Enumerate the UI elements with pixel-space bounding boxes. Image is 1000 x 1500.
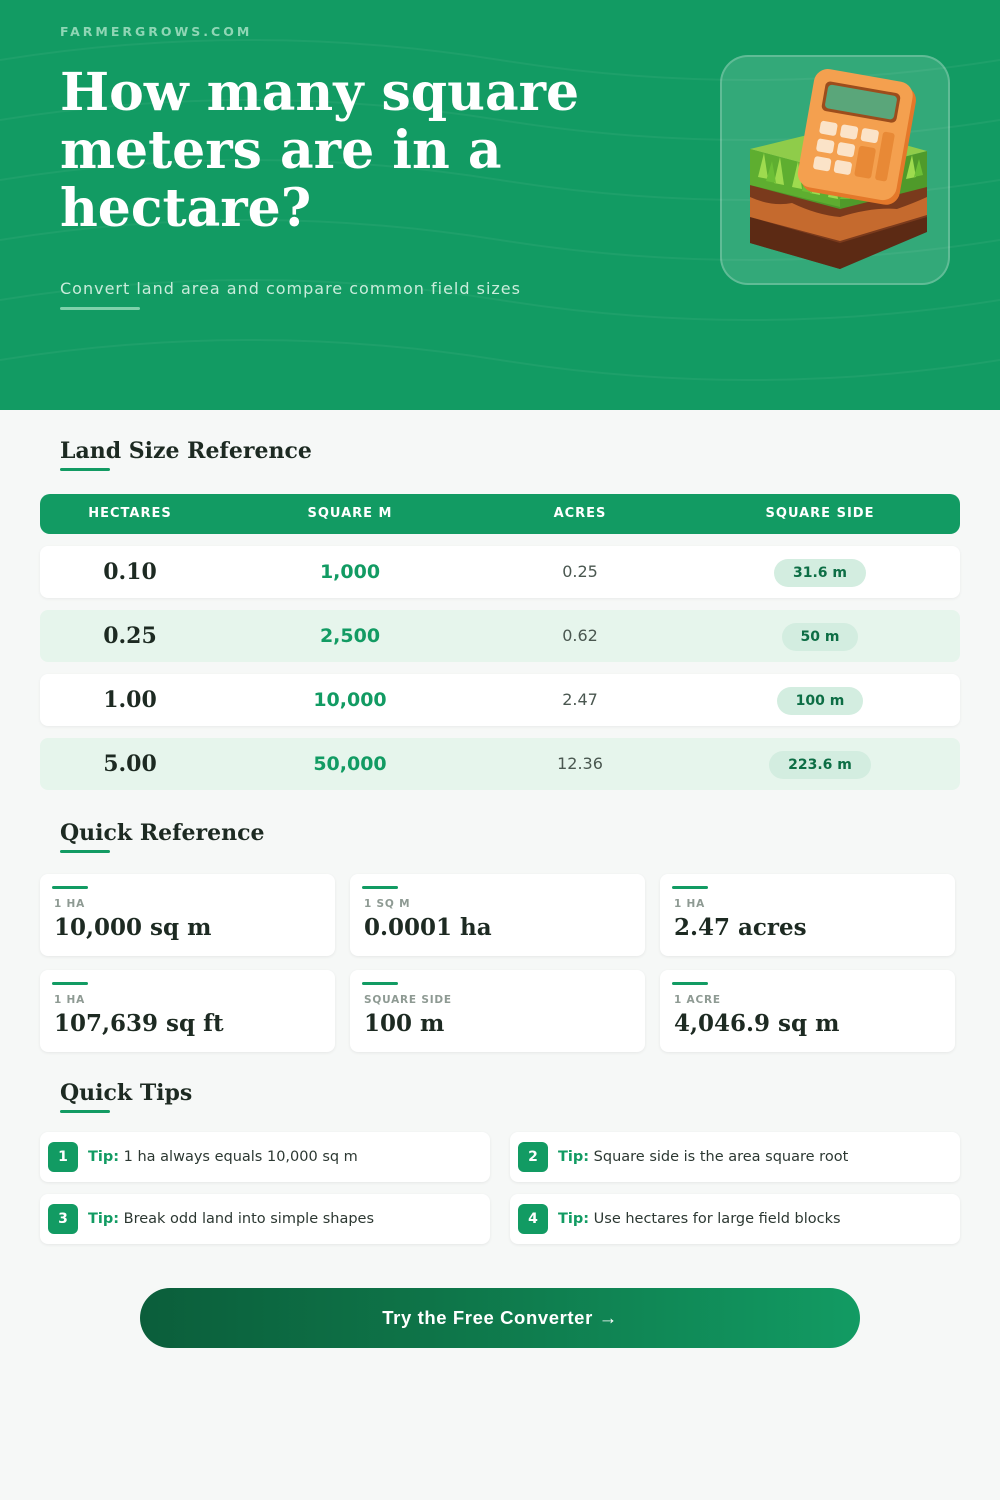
cell-square-m: 10,000 bbox=[313, 689, 387, 711]
reference-value: 2.47 acres bbox=[674, 914, 807, 941]
quick-tips-heading-bar bbox=[60, 1110, 110, 1113]
cell-acres: 0.62 bbox=[562, 626, 598, 645]
table-row bbox=[40, 610, 960, 662]
card-accent-bar bbox=[672, 982, 708, 985]
reference-card bbox=[350, 874, 645, 956]
land-size-heading-bar bbox=[60, 468, 110, 471]
cell-square-side bbox=[720, 738, 920, 790]
square-side-badge: 223.6 m bbox=[769, 751, 871, 779]
subtitle-underline bbox=[60, 307, 140, 310]
reference-label: SQUARE SIDE bbox=[364, 994, 452, 1006]
reference-label: 1 SQ M bbox=[364, 898, 411, 910]
cell-square-side bbox=[720, 546, 920, 598]
cell-square-m: 2,500 bbox=[319, 625, 381, 647]
tip-item bbox=[40, 1194, 490, 1244]
page-subtitle: Convert land area and compare common field sizes bbox=[60, 279, 521, 298]
cell-hectares: 1.00 bbox=[103, 687, 157, 713]
tip-text bbox=[558, 1132, 848, 1182]
hero-banner bbox=[0, 0, 1000, 410]
tip-prefix: Tip: bbox=[88, 1211, 120, 1227]
tip-prefix: Tip: bbox=[558, 1211, 590, 1227]
reference-label: 1 HA bbox=[674, 898, 706, 910]
cell-hectares: 5.00 bbox=[103, 751, 157, 777]
tip-number-badge: 3 bbox=[48, 1204, 78, 1234]
land-size-heading: Land Size Reference bbox=[60, 438, 312, 464]
try-converter-button[interactable]: Try the Free Converter → bbox=[140, 1288, 860, 1348]
reference-card bbox=[660, 970, 955, 1052]
page-title: How many square meters are in a hectare? bbox=[60, 62, 580, 239]
reference-value: 4,046.9 sq m bbox=[674, 1010, 840, 1037]
card-accent-bar bbox=[672, 886, 708, 889]
reference-card bbox=[660, 874, 955, 956]
reference-label: 1 ACRE bbox=[674, 994, 721, 1006]
tip-prefix: Tip: bbox=[558, 1149, 590, 1165]
calculator-illustration-card bbox=[720, 55, 950, 285]
reference-card bbox=[40, 970, 335, 1052]
column-header-hectares: HECTARES bbox=[88, 506, 172, 521]
reference-card bbox=[350, 970, 645, 1052]
tip-body: 1 ha always equals 10,000 sq m bbox=[123, 1149, 358, 1165]
square-side-badge: 31.6 m bbox=[774, 559, 866, 587]
brand-name[interactable]: FARMERGROWS.COM bbox=[60, 24, 253, 39]
cell-hectares: 0.25 bbox=[103, 623, 157, 649]
card-accent-bar bbox=[52, 982, 88, 985]
column-header-square-side: SQUARE SIDE bbox=[765, 506, 875, 521]
column-header-acres: ACRES bbox=[553, 506, 607, 521]
reference-value: 100 m bbox=[364, 1010, 445, 1037]
tip-item bbox=[510, 1194, 960, 1244]
cell-acres: 0.25 bbox=[562, 562, 598, 581]
tip-item bbox=[510, 1132, 960, 1182]
tip-text bbox=[88, 1194, 374, 1244]
reference-label: 1 HA bbox=[54, 898, 86, 910]
card-accent-bar bbox=[52, 886, 88, 889]
tip-prefix: Tip: bbox=[88, 1149, 120, 1165]
cell-square-m: 50,000 bbox=[313, 753, 387, 775]
reference-value: 10,000 sq m bbox=[54, 914, 212, 941]
square-side-badge: 100 m bbox=[777, 687, 864, 715]
quick-reference-heading: Quick Reference bbox=[60, 820, 265, 846]
cell-acres: 12.36 bbox=[557, 754, 603, 773]
tip-body: Use hectares for large field blocks bbox=[593, 1211, 841, 1227]
card-accent-bar bbox=[362, 886, 398, 889]
quick-tips-heading: Quick Tips bbox=[60, 1080, 193, 1106]
tip-number-badge: 1 bbox=[48, 1142, 78, 1172]
tip-number-badge: 4 bbox=[518, 1204, 548, 1234]
calculator-on-grass-icon bbox=[722, 57, 952, 287]
tip-item bbox=[40, 1132, 490, 1182]
column-header-square-m: SQUARE M bbox=[307, 506, 393, 521]
cell-square-m: 1,000 bbox=[319, 561, 381, 583]
table-header bbox=[40, 494, 960, 534]
reference-value: 0.0001 ha bbox=[364, 914, 492, 941]
quick-reference-heading-bar bbox=[60, 850, 110, 853]
table-row bbox=[40, 546, 960, 598]
reference-card bbox=[40, 874, 335, 956]
cell-acres: 2.47 bbox=[562, 690, 598, 709]
reference-value: 107,639 sq ft bbox=[54, 1010, 224, 1037]
table-row bbox=[40, 674, 960, 726]
table-row bbox=[40, 738, 960, 790]
card-accent-bar bbox=[362, 982, 398, 985]
tip-text bbox=[558, 1194, 841, 1244]
reference-label: 1 HA bbox=[54, 994, 86, 1006]
tip-body: Square side is the area square root bbox=[593, 1149, 849, 1165]
tip-text bbox=[88, 1132, 358, 1182]
cell-hectares: 0.10 bbox=[103, 559, 157, 585]
square-side-badge: 50 m bbox=[782, 623, 859, 651]
cell-square-side bbox=[720, 610, 920, 662]
cell-square-side bbox=[720, 674, 920, 726]
tip-number-badge: 2 bbox=[518, 1142, 548, 1172]
tip-body: Break odd land into simple shapes bbox=[123, 1211, 375, 1227]
